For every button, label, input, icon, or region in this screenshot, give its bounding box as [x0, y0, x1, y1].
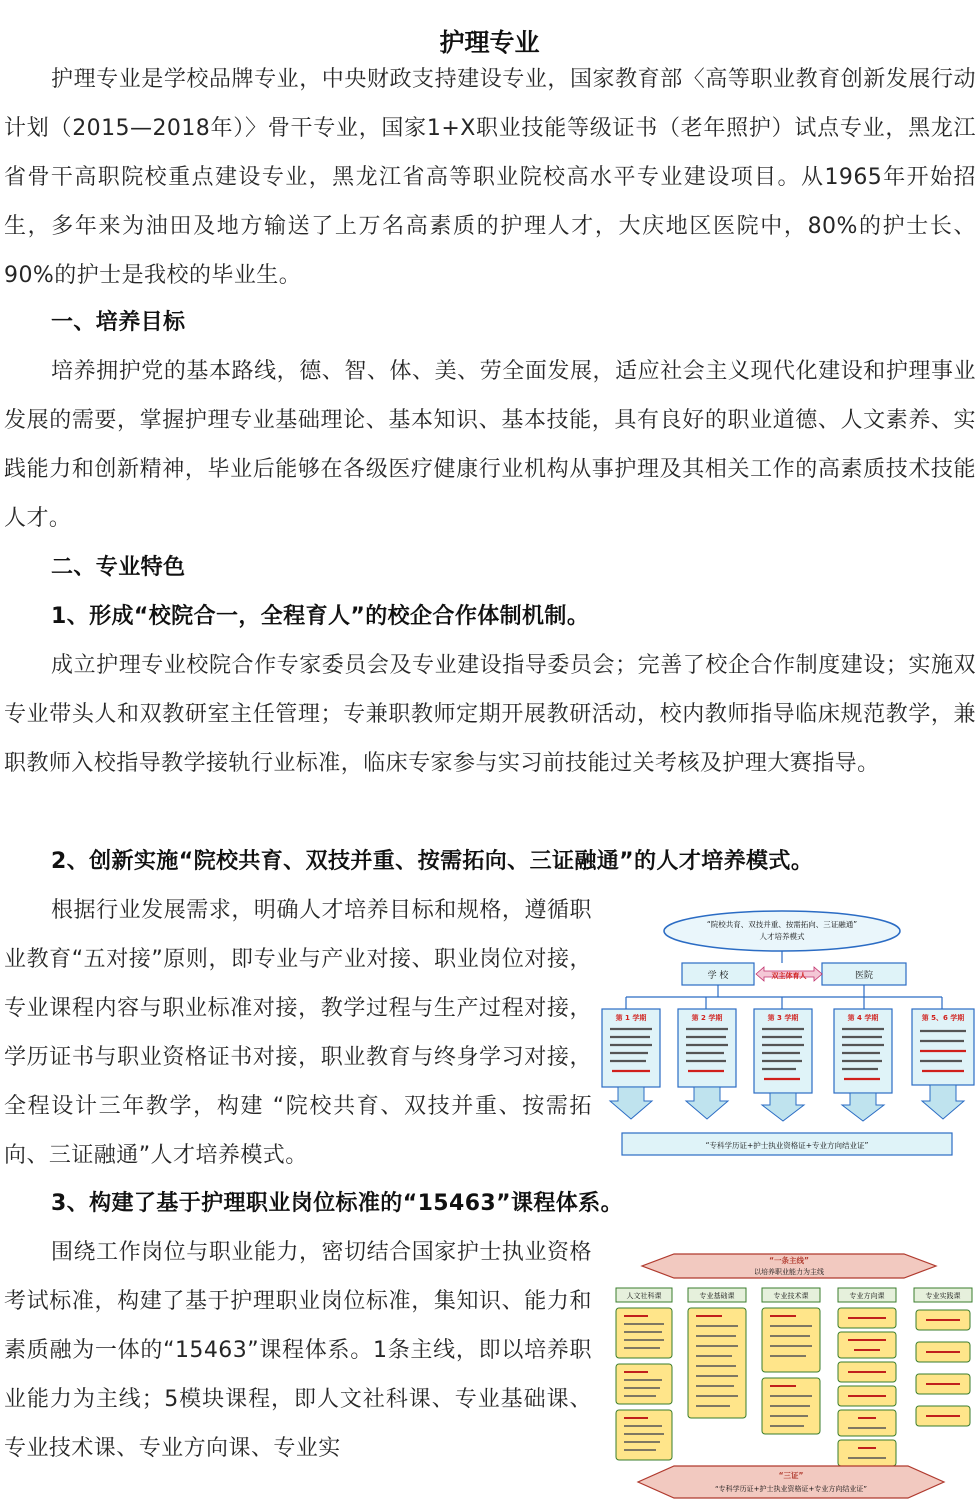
module-label-3: 专业技术课: [773, 1292, 809, 1300]
semester-columns: [602, 997, 974, 1121]
section-heading-goals: 一、培养目标: [51, 310, 186, 335]
section-heading-features: 二、专业特色: [51, 555, 186, 580]
down-arrow-icon: [762, 1093, 804, 1121]
hospital-label: 医院: [854, 971, 874, 981]
semester-label-4: 第 4 学期: [847, 1014, 879, 1022]
training-model-diagram: [596, 905, 978, 1167]
feature-2-paragraph: 根据行业发展需求，明确人才培养目标和规格，遵循职业教育“五对接”原则，即专业与产业对接、职业岗位对接，专业课程内容与职业标准对接，教学过程与生产过程对接，学历证书与职业资格证书对接，职业教育与终身学习对接，全程设计三年教学，构建 “院校共育、双技并重、按需拓向、三证融通”人才培养模式。: [4, 898, 592, 1168]
course-modules: [616, 1288, 972, 1466]
module-label-1: 人文社科课: [626, 1292, 662, 1300]
goals-paragraph: 培养拥护党的基本路线，德、智、体、美、劳全面发展，适应社会主义现代化建设和护理事业发展的需要，掌握护理专业基础理论、基本知识、基本技能，具有良好的职业道德、人文素养、实践能力和创新精神，毕业后能够在各级医疗健康行业机构从事护理及其相关工作的高素质技术技能人才。: [4, 359, 976, 531]
module-block: [838, 1332, 896, 1358]
certificates-title: “三证”: [778, 1471, 804, 1480]
module-label-4: 专业方向课: [849, 1292, 885, 1300]
feature-1-paragraph: 成立护理专业校院合作专家委员会及专业建设指导委员会；完善了校企合作制度建设；实施双专业带头人和双教研室主任管理；专兼职教师定期开展教研活动，校内教师指导临床规范教学，兼职教师入校指导教学接轨行业标准，临床专家参与实习前技能过关考核及护理大赛指导。: [4, 653, 976, 776]
certificates-subtitle: “专科学历证+护士执业资格证+专业方向结业证”: [715, 1485, 867, 1493]
module-label-5: 专业实践课: [925, 1292, 961, 1300]
main-line-title: “一条主线”: [769, 1256, 809, 1265]
main-line-subtitle: 以培养职业能力为主线: [754, 1268, 824, 1276]
semester-label-2: 第 2 学期: [691, 1014, 723, 1022]
semester-label-3: 第 3 学期: [767, 1014, 799, 1022]
module-block: [838, 1440, 896, 1466]
module-block: [688, 1308, 746, 1418]
module-block: [616, 1364, 672, 1404]
feature-3-heading: 3、构建了基于护理职业岗位标准的“15463”课程体系。: [51, 1191, 623, 1216]
feature-1-heading: 1、形成“校院合一，全程育人”的校企合作体制机制。: [51, 604, 590, 629]
course-system-diagram: [604, 1244, 978, 1500]
down-arrow-icon: [922, 1085, 964, 1119]
intro-paragraph: 护理专业是学校品牌专业，中央财政支持建设专业，国家教育部〈高等职业教育创新发展行动计划（2015—2018年）〉骨干专业，国家1+X职业技能等级证书（老年照护）试点专业，黑龙江省骨干高职院校重点建设专业，黑龙江省高等职业院校高水平专业建设项目。从1965年开始招生，多年来为油田及地方输送了上万名高素质的护理人才，大庆地区医院中，80%的护士长、90%的护士是我校的毕业生。: [4, 67, 976, 288]
semester-label-5: 第 5、6 学期: [921, 1014, 965, 1022]
diagram-title-ellipse: [664, 911, 900, 951]
module-block: [762, 1308, 820, 1372]
certificate-bar-label: “专科学历证+护士执业资格证+专业方向结业证”: [705, 1141, 869, 1150]
diagram-title-line2: 人才培养模式: [759, 932, 805, 941]
feature-2-heading: 2、创新实施“院校共育、双技并重、按需拓向、三证融通”的人才培养模式。: [51, 849, 814, 874]
down-arrow-icon: [610, 1087, 652, 1119]
feature-3-paragraph: 围绕工作岗位与职业能力，密切结合国家护士执业资格考试标准，构建了基于护理职业岗位标准，集知识、能力和素质融为一体的“15463”课程体系。1条主线，即以培养职业能力为主线；5模块课程，即人文社科课、专业基础课、专业技术课、专业方向课、专业实: [4, 1240, 592, 1461]
page-title: 护理专业: [439, 27, 540, 57]
semester-label-1: 第 1 学期: [615, 1014, 647, 1022]
diagram-title-line1: “院校共育、双技并重、按需拓向、三证融通”: [706, 920, 858, 929]
school-label: 学 校: [707, 971, 729, 981]
module-label-2: 专业基础课: [699, 1292, 735, 1300]
down-arrow-icon: [686, 1087, 728, 1119]
dual-subject-label: 双主体育人: [771, 972, 807, 980]
down-arrow-icon: [842, 1093, 884, 1121]
module-block: [838, 1410, 896, 1436]
